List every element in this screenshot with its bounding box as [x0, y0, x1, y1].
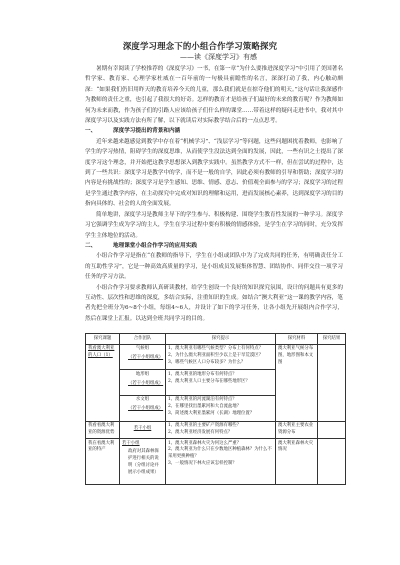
result-cell	[318, 421, 346, 439]
hint-item: 1、澳大利亚的主要矿产资源有哪些？	[168, 423, 242, 429]
hints-cell	[166, 370, 276, 396]
team-cell: 若干小组 政府对其森林保护进行相关的说明（分组讨论并展示小组成果）	[120, 439, 166, 485]
section-1-heading	[85, 126, 343, 136]
table-header-cell: 探究课题	[86, 334, 120, 345]
document-body	[85, 64, 343, 324]
table-header-row	[86, 334, 346, 345]
section-2-number: 二、	[85, 242, 97, 249]
topic-cell: 我在看澳大利亚的特产	[86, 439, 120, 485]
team-cell: 水文组 （若干小组组成）	[120, 395, 166, 421]
hint-item: 1、澳大利亚有哪些气候类型？分布上有何特点？	[168, 346, 263, 352]
hint-item: 2、为什么澳大利亚面积至少以上是干旱荒漠区？	[168, 353, 263, 359]
team-cell: 地形组 （若干小组组成）	[120, 370, 166, 396]
team-cell: 若干小组	[120, 421, 166, 439]
result-cell	[318, 439, 346, 485]
hints-cell	[166, 395, 276, 421]
hints-cell	[166, 421, 276, 439]
hint-item: 3、哪些气候区人口分布较多？为什么？	[168, 359, 246, 365]
hint-item: 2、澳大利亚人口主要分布在哪些地形区？	[168, 378, 250, 384]
cooperative-learning-table	[85, 333, 346, 485]
hints-cell	[166, 344, 276, 370]
table-header-cell: 探究结果	[318, 334, 346, 345]
table-row	[86, 439, 346, 485]
hint-item: 2、澳大利亚经济发展有何特点？	[168, 429, 233, 435]
section-1-number: 一、	[85, 128, 97, 135]
table-row	[86, 421, 346, 439]
section-2-paragraph-1: 小组合作学习是指在“在教师的指导下，学生在小组或团队中为了完成共同的任务，有明确责任分工的互助性学习”，它是一种高效高质量的学习，是小组成员发展集体智慧、团结协作、同伴交往一项学习任务的学习方法。	[85, 253, 343, 281]
section-2-paragraph-2: 小组合作学习要求教师认真研读教材，给学生创设一个良好的知识探究氛围，设计的问题具有更多的互动性、层次性和思维的深度，多结合实际，注重知识的生成。如结合“澳大利亚”这一课的教学内容，笔者先把全班分为6~8个小组，每组4~6人，并设计了如下的学习任务，让各小组先开展组内合作学习，然后在课堂上汇报。以达到全班共同学习的目的。	[85, 284, 343, 322]
document-subtitle: ——读《深度学习》有感	[180, 53, 257, 61]
document-title: 深度学习理念下的小组合作学习策略探究	[122, 41, 278, 51]
section-1-title: 深度学习提出的背景和内涵	[113, 128, 181, 135]
section-2-heading	[85, 241, 343, 251]
section-2-title: 地理课堂小组合作学习的应用实践	[113, 242, 197, 249]
intro-paragraph: 暑期有幸阅读了学校推荐的《深度学习》一书，在第一章“为什么要推进深度学习”中引用了美国著名哲学家、教育家、心理学家杜威在一百年前的一句极具前瞻性的名言，深深打动了我，内心触动颇深：“如果我们仍旧用昨天的教育培养今天的儿童，那么我们就是在掠夺他们的明天。”这句话让我深感作为教师的责任之重，也引起了我很大的好奇。怎样的教育才是给孩子们最好的未来的教育呢？作为教师如何为未来而教，作为孩子们的引路人应该给孩子们什么样的课堂……带着这样的疑问走进书中，我对其中深度学习以及实践方法有所了解，以下就读后对实际教学结合后的一点点思考。	[85, 66, 343, 125]
hint-item: 3、简述澳大利亚墨累河（长湖）地理位置？	[168, 411, 255, 417]
table-row	[86, 344, 346, 370]
material-cell: 澳大利亚气候分布图，地形图和本文图	[276, 344, 318, 421]
hint-item: 1、澳大利亚的河流湖泊有何特点？	[168, 397, 237, 403]
hints-cell	[166, 439, 276, 485]
hint-item: 3、一般情况下林火应该怎样控制？	[168, 461, 237, 467]
material-cell: 澳大利亚主要农业资源分布	[276, 421, 318, 439]
table-header-cell: 探究材料	[276, 334, 318, 345]
hint-item: 2、在哪里找出墨累河和大自流盆地？	[168, 404, 242, 410]
topic-cell: 我看澳大利亚的人口（1）	[86, 344, 120, 421]
section-1-paragraph-2: 简单地讲，深度学习是教师主导下的学生参与、积极构建、围绕学生教育性发展的一种学习。深度学习它强调学生成为学习的主人，学生在学习过程中要有积极的情感体验，是学生在学习的同时，充分发挥学生主体地位的活动。	[85, 211, 343, 239]
table-header-cell: 探究提示	[166, 334, 276, 345]
topic-cell: 我看看澳大利亚的资源优势	[86, 421, 120, 439]
table-header-cell: 合作团队	[120, 334, 166, 345]
hint-item: 2、澳大利亚为什么只在少数地区种植森林？为什么不采用更换种植？	[168, 447, 272, 460]
hint-item: 1、澳大利亚森林火灾为何这么严重？	[168, 440, 242, 446]
result-cell	[318, 344, 346, 421]
team-cell: 气候组 （若干小组组成）	[120, 344, 166, 370]
hint-item: 1、澳大利亚的地形分布有何特点？	[168, 371, 237, 377]
material-cell: 澳大利亚森林火灾情况	[276, 439, 318, 485]
section-1-paragraph-1: 近年来越来越感觉到教学中存在着“机械学习”、“浅层学习”等问题，这些问题困扰着教师，也影响了学生的学习热情，阻碍学生的深度思维，从而使学生没法达到全面的发展，因此，一些有识之士提出了深度学习这个理念，并开始把这教学思想深入到教学实践中。虽然教学方式不一样，但在尝试的过程中，达到了一些共识：深度学习是教学中的学，而不是一般的自学，因此必须有教师的引导和帮助；深度学习的内容是有挑战性的；深度学习是学生感知、思维、情感、意志、价值观全面参与的学习；深度学习的过程是学生通过教学内容，在主动探究中完成对知识的理解和运用，进而发展核心素养，达到深度学习的目的指向具体的、社会的人的全面发展。	[85, 138, 343, 208]
